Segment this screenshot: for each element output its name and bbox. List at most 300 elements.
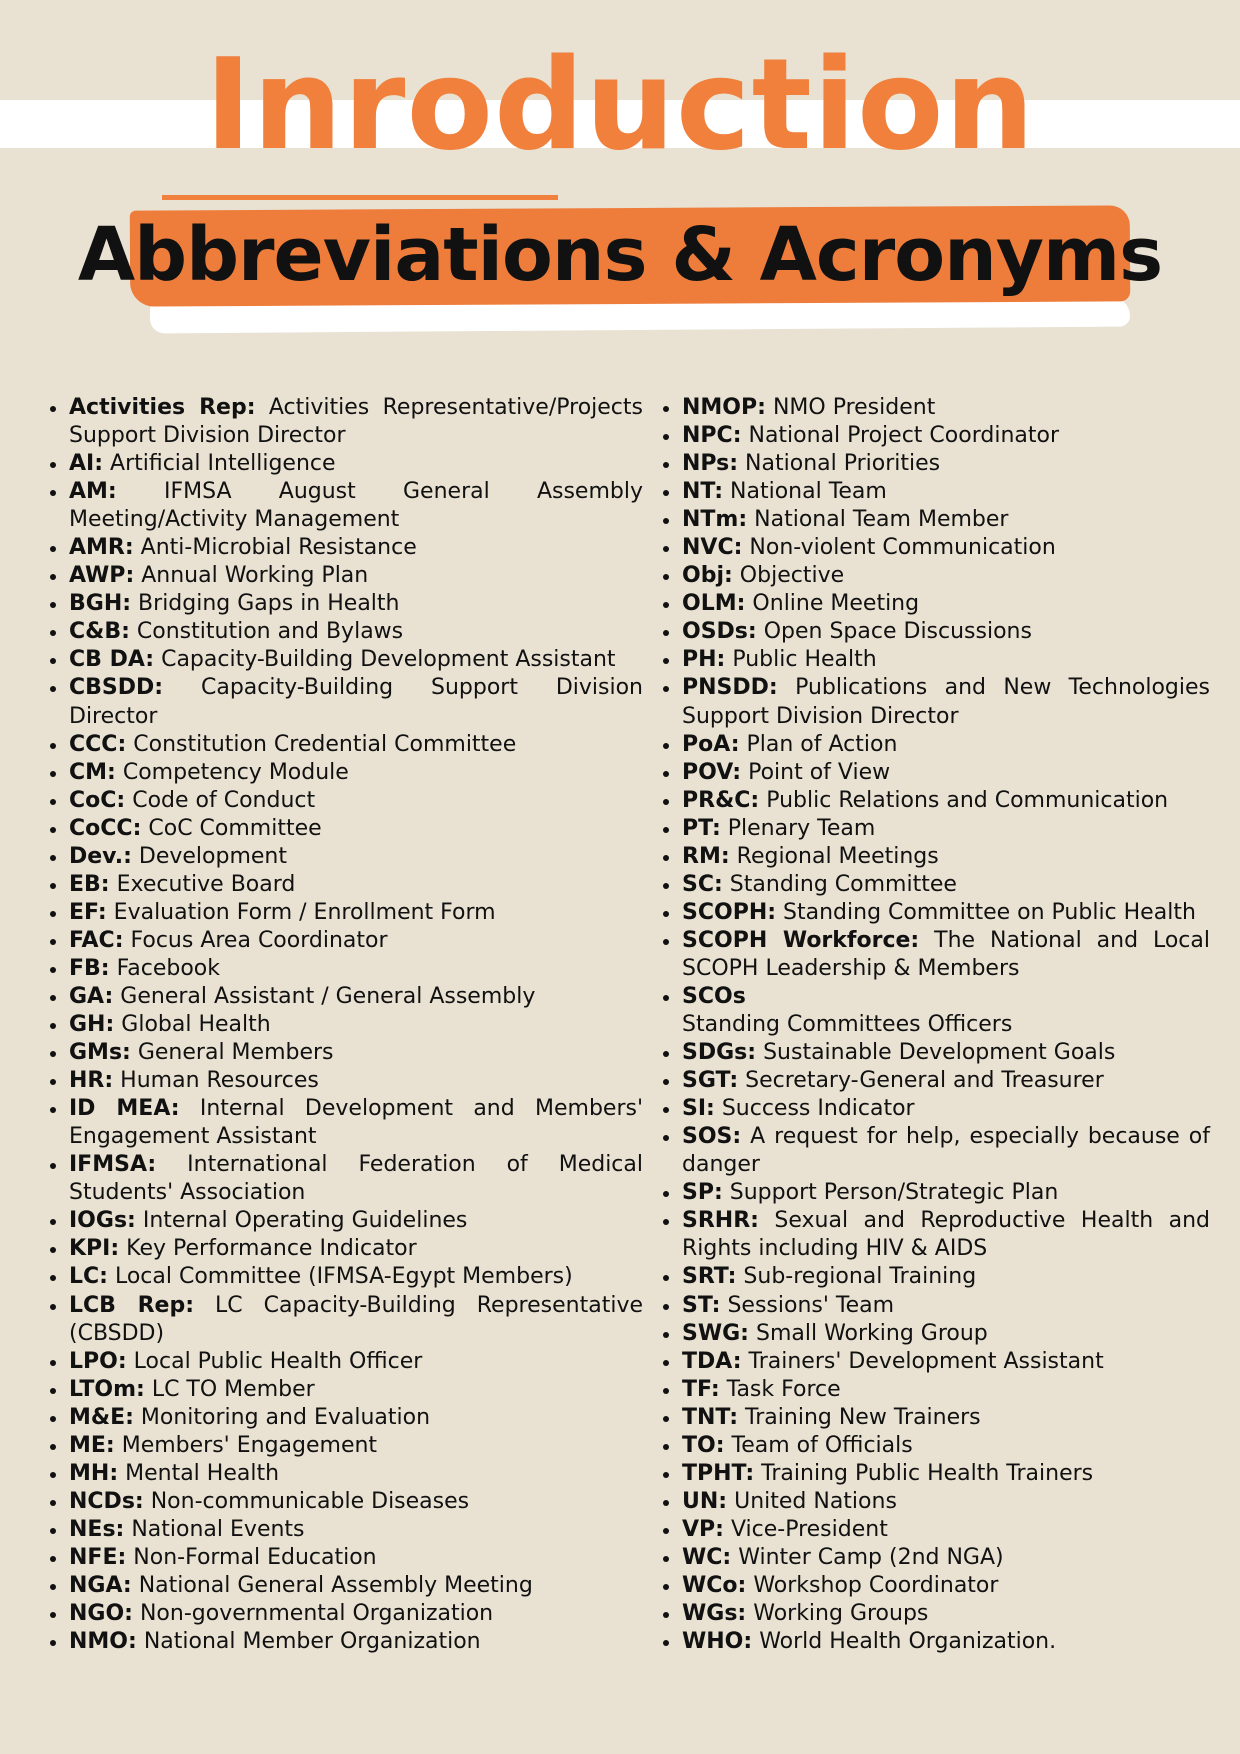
- abbreviation-item: [69, 1067, 643, 1095]
- abbreviation-item: [682, 871, 1210, 899]
- abbreviation-definition: Publications and New Technologies Support Division Director: [682, 675, 1210, 729]
- abbreviation-separator: :: [910, 927, 920, 953]
- abbreviation-term: NT: [682, 479, 715, 505]
- abbreviation-item: [69, 1292, 643, 1348]
- abbreviation-separator: :: [104, 1068, 114, 1094]
- abbreviation-item: [682, 450, 1210, 478]
- abbreviation-item: [682, 983, 1210, 1011]
- abbreviation-item: [69, 731, 643, 759]
- abbreviation-term: GH: [69, 1012, 106, 1038]
- abbreviation-definition: Competency Module: [115, 759, 349, 785]
- abbreviation-separator: :: [736, 591, 746, 617]
- abbreviation-term: GMs: [69, 1040, 123, 1066]
- abbreviation-term: EB: [69, 871, 101, 897]
- abbreviation-separator: :: [740, 1320, 749, 1346]
- abbreviation-definition: LC Capacity-Building Representative (CBSDD): [69, 1292, 643, 1346]
- abbreviation-term: CoC: [69, 787, 117, 813]
- abbreviation-item: [682, 646, 1210, 674]
- abbreviation-definition: Training Public Health Trainers: [754, 1460, 1094, 1486]
- abbreviation-term: OSDs: [682, 619, 748, 645]
- abbreviation-term: PT: [682, 815, 712, 841]
- abbreviation-definition: National Team: [723, 479, 887, 505]
- abbreviation-item: [682, 394, 1210, 422]
- abbreviation-item: [682, 1095, 1210, 1123]
- abbreviation-item: [69, 1095, 643, 1151]
- abbreviation-separator: :: [136, 1376, 145, 1402]
- abbreviation-separator: :: [750, 1208, 759, 1234]
- abbreviation-definition: Standing Committees Officers: [682, 1012, 1013, 1038]
- abbreviation-item: [682, 1376, 1210, 1404]
- abbreviation-item: [682, 1404, 1210, 1432]
- abbreviation-definition: Task Force: [719, 1376, 841, 1402]
- abbreviation-item: [69, 478, 643, 534]
- abbreviation-term: NTm: [682, 507, 739, 533]
- abbreviation-definition: Non-communicable Diseases: [143, 1488, 470, 1514]
- abbreviation-separator: :: [97, 899, 107, 925]
- abbreviation-item: [69, 1207, 643, 1235]
- abbreviation-term: FAC: [69, 927, 115, 953]
- abbreviation-separator: :: [711, 815, 721, 841]
- abbreviation-term: PoA: [682, 731, 731, 757]
- abbreviation-separator: :: [747, 619, 757, 645]
- abbreviation-term: CM: [69, 759, 108, 785]
- abbreviation-definition: Objective: [732, 563, 845, 589]
- abbreviation-term: KPI: [69, 1236, 111, 1262]
- abbreviation-term: SRT: [682, 1264, 728, 1290]
- abbreviation-definition: LC TO Member: [144, 1376, 315, 1402]
- abbreviation-term: SGT: [682, 1068, 730, 1094]
- abbreviation-separator: :: [737, 1601, 747, 1627]
- abbreviation-separator: :: [114, 927, 124, 953]
- abbreviation-term: NMOP: [682, 395, 758, 420]
- abbreviation-separator: :: [732, 423, 742, 449]
- abbreviation-definition: Non-governmental Organization: [132, 1601, 494, 1627]
- abbreviation-separator: :: [246, 395, 256, 420]
- abbreviation-item: [682, 1039, 1210, 1067]
- abbreviation-separator: :: [738, 507, 748, 533]
- abbreviation-separator: :: [185, 1292, 195, 1318]
- abbreviation-definition: Annual Working Plan: [134, 563, 369, 589]
- title-underline: [162, 195, 558, 200]
- abbreviation-item: [682, 1348, 1210, 1376]
- abbreviation-separator: :: [716, 647, 726, 673]
- abbreviation-term: WHO: [682, 1629, 744, 1655]
- abbreviation-term: AM: [69, 479, 108, 505]
- abbreviation-item: [682, 731, 1210, 759]
- abbreviation-separator: :: [714, 871, 723, 897]
- abbreviation-item: [69, 759, 643, 787]
- abbreviation-separator: :: [711, 1292, 721, 1318]
- abbreviation-definition: Team of Officials: [724, 1432, 913, 1458]
- abbreviation-definition: Executive Board: [109, 871, 296, 897]
- abbreviation-definition: Artificial Intelligence: [103, 451, 336, 477]
- abbreviation-definition: Point of View: [741, 759, 891, 785]
- abbreviation-item: [69, 1488, 643, 1516]
- abbreviation-item: [69, 1544, 643, 1572]
- abbreviation-definition: International Federation of Medical Students' Association: [69, 1152, 643, 1206]
- abbreviation-term: AWP: [69, 563, 126, 589]
- abbreviation-separator: :: [733, 535, 743, 561]
- abbreviation-item: [69, 1263, 643, 1291]
- abbreviation-separator: :: [743, 1629, 753, 1655]
- abbreviation-item: [69, 871, 643, 899]
- abbreviation-definition: Working Groups: [746, 1601, 929, 1627]
- abbreviation-term: VP: [682, 1516, 716, 1542]
- abbreviation-term: TNT: [682, 1404, 730, 1430]
- abbreviation-separator: :: [104, 983, 114, 1009]
- abbreviation-term: BGH: [69, 591, 123, 617]
- abbreviation-item: [682, 1488, 1210, 1516]
- abbreviation-list-left: [69, 394, 643, 1656]
- abbreviation-term: CB DA: [69, 647, 146, 673]
- abbreviation-definition: Support Person/Strategic Plan: [722, 1180, 1059, 1206]
- abbreviation-item: [69, 1376, 643, 1404]
- abbreviation-term: Obj: [682, 563, 724, 589]
- abbreviation-item: [682, 815, 1210, 843]
- abbreviation-term: CBSDD: [69, 675, 155, 701]
- abbreviation-definition: Facebook: [109, 955, 220, 981]
- abbreviation-item: [682, 1572, 1210, 1600]
- abbreviation-term: LC: [69, 1264, 100, 1290]
- abbreviation-definition: Constitution Credential Committee: [126, 731, 517, 757]
- abbreviation-item: [682, 1628, 1210, 1656]
- abbreviation-item: [69, 899, 643, 927]
- abbreviation-separator: :: [127, 1208, 136, 1234]
- abbreviation-term: PR&C: [682, 787, 751, 813]
- abbreviation-item: [69, 618, 643, 646]
- abbreviation-item: [69, 983, 643, 1011]
- abbreviation-item: [69, 674, 643, 730]
- abbreviation-separator: :: [745, 1460, 755, 1486]
- abbreviation-definition: Capacity-Building Development Assistant: [154, 647, 616, 673]
- abbreviation-term: NPC: [682, 423, 733, 449]
- abbreviation-separator: :: [109, 1460, 119, 1486]
- abbreviation-definition: Open Space Discussions: [756, 619, 1032, 645]
- abbreviation-term: IOGs: [69, 1208, 128, 1234]
- abbreviation-term: LTOm: [69, 1376, 137, 1402]
- abbreviation-definition: Capacity-Building Support Division Director: [69, 675, 643, 729]
- abbreviation-separator: :: [722, 1544, 732, 1570]
- abbreviation-separator: :: [122, 1572, 132, 1598]
- abbreviation-term: POV: [682, 759, 733, 785]
- abbreviation-definition: Mental Health: [118, 1460, 280, 1486]
- abbreviation-item: [682, 618, 1210, 646]
- abbreviation-item: [69, 1151, 643, 1207]
- abbreviation-separator: :: [132, 815, 142, 841]
- abbreviation-term: SCOPH Workforce: [682, 927, 911, 953]
- abbreviation-item: [69, 815, 643, 843]
- abbreviation-definition: Plan of Action: [739, 731, 898, 757]
- abbreviation-separator: :: [729, 451, 739, 477]
- abbreviation-term: Activities Rep: [69, 395, 247, 420]
- abbreviation-separator: :: [125, 1404, 134, 1430]
- abbreviation-separator: :: [757, 395, 766, 420]
- abbreviation-item: [682, 927, 1210, 983]
- abbreviation-term: CCC: [69, 731, 118, 757]
- abbreviation-term: WGs: [682, 1601, 738, 1627]
- abbreviation-item: [682, 787, 1210, 815]
- abbreviation-term: RM: [682, 843, 721, 869]
- abbreviation-item: [69, 1600, 643, 1628]
- abbreviation-separator: :: [747, 1040, 757, 1066]
- abbreviation-separator: :: [732, 1124, 742, 1150]
- abbreviation-item: [682, 1263, 1210, 1291]
- abbreviation-term: PH: [682, 647, 717, 673]
- abbreviation-item: [682, 843, 1210, 871]
- abbreviation-item: [69, 590, 643, 618]
- abbreviation-term: TPHT: [682, 1460, 746, 1486]
- abbreviation-definition: Sustainable Development Goals: [756, 1040, 1116, 1066]
- abbreviation-item: [682, 562, 1210, 590]
- abbreviation-item: [682, 1432, 1210, 1460]
- abbreviation-separator: :: [100, 955, 110, 981]
- abbreviation-term: SC: [682, 871, 714, 897]
- abbreviation-item: [69, 1572, 643, 1600]
- abbreviation-item: [682, 422, 1210, 450]
- abbreviation-item: [682, 534, 1210, 562]
- abbreviation-term: SCOPH: [682, 899, 768, 925]
- abbreviation-separator: :: [107, 759, 116, 785]
- abbreviation-term: NCDs: [69, 1488, 135, 1514]
- abbreviation-definition: General Assistant / General Assembly: [113, 983, 536, 1009]
- abbreviation-item: [69, 787, 643, 815]
- abbreviation-separator: :: [729, 1068, 739, 1094]
- abbreviation-definition: Non-Formal Education: [126, 1544, 377, 1570]
- abbreviation-definition: Standing Committee on Public Health: [776, 899, 1196, 925]
- abbreviation-definition: Success Indicator: [714, 1096, 915, 1122]
- abbreviation-item: [69, 1039, 643, 1067]
- abbreviation-separator: :: [122, 1040, 131, 1066]
- abbreviation-definition: Bridging Gaps in Health: [131, 591, 400, 617]
- page-subtitle: Abbreviations & Acronyms: [77, 212, 1163, 298]
- abbreviation-definition: Activities Representative/Projects Support Division Director: [69, 395, 643, 449]
- abbreviation-separator: :: [105, 1432, 115, 1458]
- abbreviation-item: [682, 759, 1210, 787]
- abbreviation-term: WC: [682, 1544, 723, 1570]
- abbreviation-item: [682, 1207, 1210, 1263]
- abbreviation-separator: :: [117, 1348, 127, 1374]
- abbreviation-term: C&B: [69, 619, 122, 645]
- abbreviation-separator: :: [730, 731, 740, 757]
- abbreviation-term: FB: [69, 955, 101, 981]
- abbreviation-term: OLM: [682, 591, 737, 617]
- abbreviation-separator: :: [714, 479, 724, 505]
- abbreviation-separator: :: [145, 647, 155, 673]
- abbreviation-definition: Constitution and Bylaws: [129, 619, 404, 645]
- abbreviation-item: [682, 590, 1210, 618]
- abbreviation-item: [69, 1348, 643, 1376]
- abbreviation-item: [69, 955, 643, 983]
- abbreviation-item: [69, 1516, 643, 1544]
- abbreviation-separator: :: [99, 1264, 108, 1290]
- abbreviation-definition: Local Committee (IFMSA-Egypt Members): [107, 1264, 573, 1290]
- abbreviation-definition: National Project Coordinator: [741, 423, 1059, 449]
- abbreviation-item: [69, 1235, 643, 1263]
- abbreviation-term: AMR: [69, 535, 125, 561]
- abbreviation-definition: National Member Organization: [136, 1629, 481, 1655]
- abbreviation-definition: National Events: [124, 1516, 305, 1542]
- abbreviation-item: [69, 927, 643, 955]
- abbreviation-item: [682, 1292, 1210, 1320]
- abbreviation-list-right: [682, 394, 1210, 1656]
- abbreviation-separator: :: [147, 1152, 157, 1178]
- abbreviation-separator: :: [154, 675, 164, 701]
- abbreviation-term: NGO: [69, 1601, 125, 1627]
- abbreviation-term: CoCC: [69, 815, 133, 841]
- abbreviation-separator: :: [724, 563, 733, 589]
- abbreviation-definition: Key Performance Indicator: [119, 1236, 417, 1262]
- abbreviation-definition: Focus Area Coordinator: [123, 927, 388, 953]
- abbreviation-separator: :: [125, 563, 135, 589]
- abbreviation-term: SCOs: [682, 983, 746, 1009]
- abbreviation-separator: :: [123, 843, 132, 869]
- abbreviation-definition: Public Relations and Communication: [759, 787, 1169, 813]
- abbreviation-term: TDA: [682, 1348, 733, 1374]
- abbreviation-item: [682, 1123, 1210, 1179]
- abbreviation-definition: Sessions' Team: [720, 1292, 895, 1318]
- abbreviation-item: [69, 450, 643, 478]
- abbreviation-term: SRHR: [682, 1208, 751, 1234]
- abbreviation-separator: :: [720, 843, 730, 869]
- abbreviation-item: [69, 394, 643, 450]
- abbreviation-term: PNSDD: [682, 675, 769, 701]
- abbreviation-definition: Local Public Health Officer: [126, 1348, 423, 1374]
- abbreviation-definition: Regional Meetings: [729, 843, 939, 869]
- abbreviation-separator: :: [100, 871, 110, 897]
- abbreviation-term: NFE: [69, 1544, 118, 1570]
- abbreviation-item: [682, 899, 1210, 927]
- abbreviation-item: [682, 478, 1210, 506]
- abbreviation-item: [69, 1011, 643, 1039]
- abbreviation-term: TO: [682, 1432, 716, 1458]
- abbreviation-definition: Training New Trainers: [738, 1404, 981, 1430]
- abbreviation-term: TF: [682, 1376, 711, 1402]
- abbreviation-definition: Vice-President: [723, 1516, 888, 1542]
- abbreviation-item: [69, 562, 643, 590]
- abbreviation-item: [682, 1544, 1210, 1572]
- abbreviation-term: ME: [69, 1432, 106, 1458]
- abbreviation-definition: National Team Member: [747, 507, 1009, 533]
- abbreviation-term: NVC: [682, 535, 734, 561]
- abbreviation-term: IFMSA: [69, 1152, 148, 1178]
- abbreviation-item: [682, 1460, 1210, 1488]
- abbreviation-term: UN: [682, 1488, 719, 1514]
- abbreviation-definition: Monitoring and Evaluation: [133, 1404, 431, 1430]
- abbreviation-separator: :: [715, 1432, 725, 1458]
- abbreviation-item: [69, 1460, 643, 1488]
- abbreviation-separator: :: [750, 787, 760, 813]
- abbreviation-separator: :: [713, 1180, 723, 1206]
- abbreviation-item: [69, 1404, 643, 1432]
- abbreviation-definition: Winter Camp (2nd NGA): [731, 1544, 1004, 1570]
- abbreviation-term: EF: [69, 899, 98, 925]
- abbreviation-definition: CoC Committee: [141, 815, 322, 841]
- abbreviation-item: [682, 1067, 1210, 1095]
- abbreviation-separator: :: [124, 535, 134, 561]
- abbreviation-definition: IFMSA August General Assembly Meeting/Activity Management: [69, 479, 643, 533]
- abbreviation-definition: Evaluation Form / Enrollment Form: [106, 899, 496, 925]
- abbreviation-definition: Workshop Coordinator: [746, 1572, 999, 1598]
- abbreviation-definition: Internal Development and Members' Engagement Assistant: [69, 1096, 643, 1150]
- abbreviation-separator: :: [706, 1096, 715, 1122]
- abbreviation-definition: Anti-Microbial Resistance: [133, 535, 417, 561]
- abbreviation-definition: The National and Local SCOPH Leadership & Members: [682, 927, 1210, 981]
- abbreviation-definition: Development: [131, 843, 288, 869]
- abbreviation-item: [69, 534, 643, 562]
- abbreviation-term: SWG: [682, 1320, 741, 1346]
- abbreviation-separator: :: [134, 1488, 144, 1514]
- abbreviation-item: [682, 506, 1210, 534]
- abbreviation-term: WCo: [682, 1572, 738, 1598]
- abbreviation-term: ST: [682, 1292, 712, 1318]
- abbreviation-definition: Members' Engagement: [114, 1432, 378, 1458]
- abbreviation-separator: :: [170, 1096, 180, 1122]
- abbreviation-item: [682, 1516, 1210, 1544]
- abbreviation-term: NGA: [69, 1572, 123, 1598]
- abbreviation-term: Dev.: [69, 843, 124, 869]
- abbreviation-term: SDGs: [682, 1040, 748, 1066]
- abbreviation-separator: :: [116, 787, 126, 813]
- abbreviation-definition: A request for help, especially because of danger: [682, 1124, 1210, 1178]
- abbreviation-separator: :: [117, 731, 127, 757]
- abbreviation-term: ID MEA: [69, 1096, 171, 1122]
- abbreviation-definition: Secretary-General and Treasurer: [738, 1068, 1104, 1094]
- abbreviation-term: AI: [69, 451, 95, 477]
- abbreviation-definition: Human Resources: [113, 1068, 319, 1094]
- page-title: Inroduction: [204, 31, 1036, 178]
- abbreviation-term: LCB Rep: [69, 1292, 186, 1318]
- abbreviation-definition: Small Working Group: [748, 1320, 988, 1346]
- abbreviation-separator: :: [710, 1376, 720, 1402]
- abbreviation-term: NPs: [682, 451, 730, 477]
- abbreviation-item: [682, 1600, 1210, 1628]
- abbreviation-definition: General Members: [130, 1040, 334, 1066]
- abbreviation-definition: Internal Operating Guidelines: [135, 1208, 468, 1234]
- abbreviation-item: [69, 1432, 643, 1460]
- abbreviation-definition: World Health Organization.: [752, 1629, 1057, 1655]
- abbreviation-separator: :: [732, 1348, 742, 1374]
- abbreviation-definition: Trainers' Development Assistant: [741, 1348, 1104, 1374]
- abbreviation-term: SOS: [682, 1124, 733, 1150]
- abbreviation-term: LPO: [69, 1348, 118, 1374]
- abbreviation-separator: :: [718, 1488, 728, 1514]
- abbreviation-definition: Standing Committee: [722, 871, 957, 897]
- abbreviation-definition: Global Health: [114, 1012, 271, 1038]
- abbreviation-separator: :: [715, 1516, 724, 1542]
- abbreviation-separator: :: [122, 591, 132, 617]
- abbreviation-separator: :: [94, 451, 104, 477]
- abbreviation-definition: NMO President: [765, 395, 936, 420]
- abbreviation-item: [69, 1628, 643, 1656]
- abbreviation-separator: :: [107, 479, 117, 505]
- abbreviation-item: [682, 1179, 1210, 1207]
- abbreviation-separator: :: [117, 1544, 127, 1570]
- abbreviation-item: [682, 1011, 1210, 1039]
- abbreviation-item: [69, 646, 643, 674]
- abbreviation-item: [682, 674, 1210, 730]
- abbreviation-definition: Public Health: [725, 647, 877, 673]
- abbreviation-term: HR: [69, 1068, 105, 1094]
- abbreviation-definition: United Nations: [727, 1488, 897, 1514]
- abbreviation-term: NEs: [69, 1516, 116, 1542]
- abbreviation-item: [682, 1320, 1210, 1348]
- abbreviation-definition: Non-violent Communication: [742, 535, 1056, 561]
- abbreviation-separator: :: [729, 1404, 739, 1430]
- abbreviation-separator: :: [124, 1601, 133, 1627]
- abbreviation-separator: :: [732, 759, 742, 785]
- abbreviation-separator: :: [737, 1572, 747, 1598]
- abbreviation-separator: :: [105, 1012, 115, 1038]
